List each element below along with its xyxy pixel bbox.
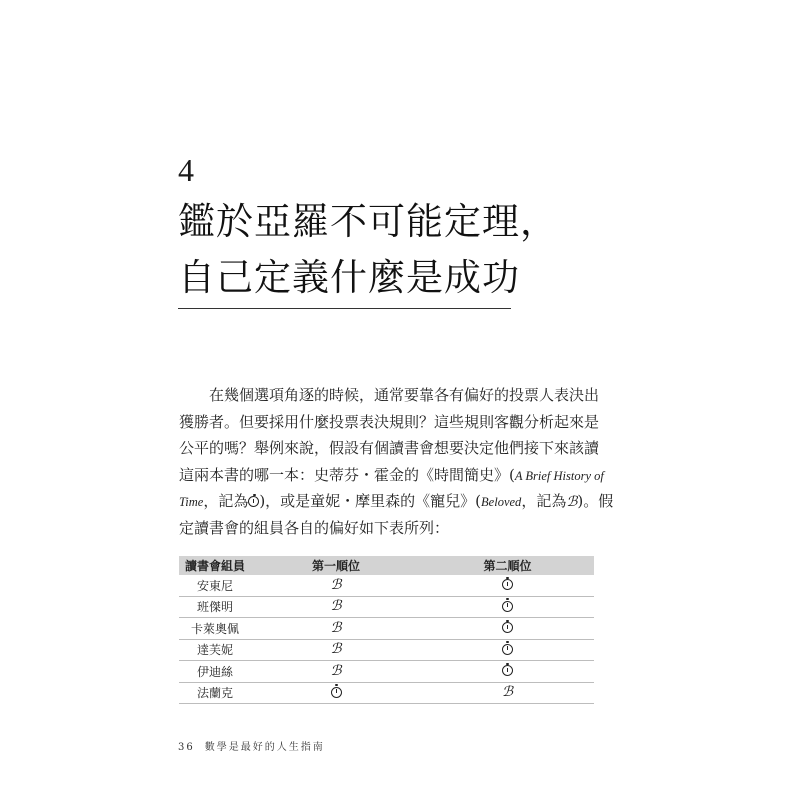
member-name: 班傑明	[179, 596, 251, 618]
chapter-title-line-2: 自己定義什麼是成功	[178, 256, 520, 299]
preference-cell	[421, 682, 594, 704]
column-header: 第二順位	[421, 556, 594, 575]
preference-cell	[421, 661, 594, 683]
body-line: 在幾個選項角逐的時候，通常要靠各有偏好的投票人表決出	[209, 386, 600, 404]
preference-cell	[251, 682, 421, 704]
script-b-symbol: ℬ	[566, 495, 578, 510]
chapter-title	[178, 194, 558, 306]
clock-symbol-icon	[502, 644, 513, 655]
book-title-italic: A Brief History of	[514, 468, 604, 483]
clock-symbol-icon	[502, 622, 513, 633]
member-name: 達芙妮	[179, 639, 251, 661]
script-b-symbol: ℬ	[330, 577, 342, 593]
member-name: 伊迪絲	[179, 661, 251, 683]
preference-cell	[251, 575, 421, 596]
preference-cell	[251, 618, 421, 640]
script-b-symbol: ℬ	[330, 642, 342, 658]
member-name: 法蘭克	[179, 682, 251, 704]
page-number: 36	[178, 742, 195, 753]
chapter-number: 4	[178, 152, 194, 188]
clock-symbol-icon	[502, 601, 513, 612]
preference-cell	[251, 661, 421, 683]
body-paragraph	[179, 382, 614, 541]
body-line: 公平的嗎？舉例來說，假設有個讀書會想要決定他們接下來該讀	[179, 439, 600, 457]
script-b-symbol: ℬ	[330, 620, 342, 636]
book-title-italic: Beloved	[481, 495, 522, 509]
script-b-symbol: ℬ	[330, 599, 342, 615]
body-line: 獲勝者。但要採用什麼投票表決規則？這些規則客觀分析起來是	[179, 412, 600, 431]
preference-table	[179, 556, 594, 704]
preference-cell	[421, 596, 594, 618]
clock-symbol-icon	[248, 496, 259, 507]
table-row	[179, 639, 594, 661]
running-book-title: 數學是最好的人生指南	[204, 742, 325, 753]
preference-cell	[251, 639, 421, 661]
body-line: Time，記為 )，或是童妮・摩里森的《寵兒》(Beloved，記為ℬ)。假	[179, 492, 614, 510]
table-header-row	[179, 556, 594, 575]
page-footer	[178, 738, 325, 753]
clock-symbol-icon	[502, 665, 513, 676]
script-b-symbol: ℬ	[501, 685, 513, 701]
table-row	[179, 618, 594, 640]
preference-cell	[251, 596, 421, 618]
chapter-title-line-1: 鑑於亞羅不可能定理，	[178, 200, 558, 243]
table-row	[179, 682, 594, 704]
body-line: 定讀書會的組員各自的偏好如下表所列：	[179, 518, 450, 537]
table-row	[179, 596, 594, 618]
book-title-italic: Time	[179, 495, 204, 509]
column-header: 第一順位	[251, 556, 421, 575]
clock-symbol-icon	[331, 687, 342, 698]
table-row	[179, 661, 594, 683]
table-row	[179, 575, 594, 596]
preference-cell	[421, 639, 594, 661]
column-header: 讀書會組員	[179, 556, 251, 575]
clock-symbol-icon	[502, 579, 513, 590]
title-divider	[178, 308, 511, 309]
preference-cell	[421, 575, 594, 596]
member-name: 卡萊奧佩	[179, 618, 251, 640]
member-name: 安東尼	[179, 575, 251, 596]
body-line: 這兩本書的哪一本：史蒂芬・霍金的《時間簡史》(A Brief History of	[179, 465, 604, 484]
preference-cell	[421, 618, 594, 640]
script-b-symbol: ℬ	[330, 663, 342, 679]
table-body	[179, 575, 594, 704]
